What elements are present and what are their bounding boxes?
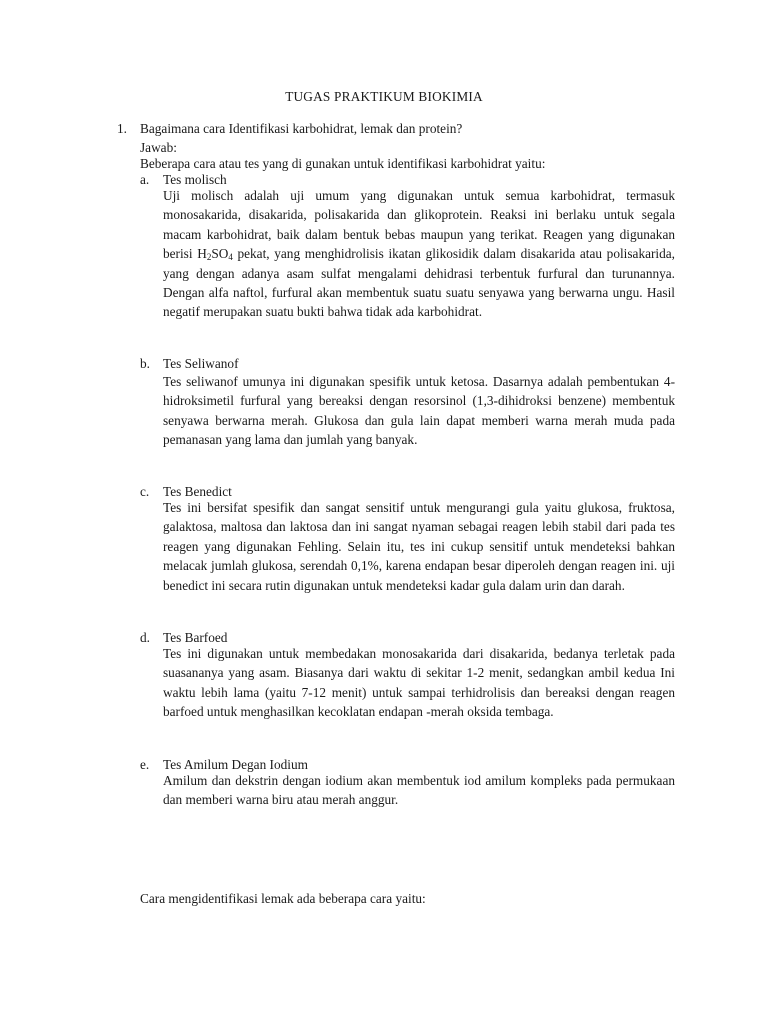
item-e-title: Tes Amilum Degan Iodium — [163, 757, 308, 772]
formula-h-subscript: 2 — [206, 252, 212, 263]
item-a-body — [163, 186, 675, 322]
item-c-title: Tes Benedict — [163, 484, 232, 499]
item-d-letter: d. — [140, 630, 150, 645]
formula-h: H — [197, 246, 207, 262]
item-d-body: Tes ini digunakan untuk membedakan monosakarida dari disakarida, bedanya terletak pada suasananya yang asam. Biasanya dari waktu di sekitar 1-2 menit, sedangkan ambil kedua Ini waktu lebih lama (yaitu 7-12 menit) untuk sampai terhidrolisis dan bereaksi dengan reagen barfoed untuk menghasilkan kecoklatan endapan -merah oksida tembaga. — [163, 646, 675, 720]
answer-intro: Beberapa cara atau tes yang di gunakan untuk identifikasi karbohidrat yaitu: — [140, 156, 546, 171]
item-b-letter: b. — [140, 356, 150, 371]
question-number: 1. — [117, 121, 127, 136]
answer-label: Jawab: — [140, 140, 177, 155]
formula-so: SO — [211, 246, 229, 262]
item-a-title: Tes molisch — [163, 172, 227, 187]
item-c-letter: c. — [140, 484, 150, 499]
item-a-body-part2: pekat, yang menghidrolisis ikatan glikosidik dalam disakarida atau polisakarida, yang dengan adanya asam sulfat mengalami dehidrasi terbentuk furfural dan turunannya. Dengan alfa naftol, furfural akan membentuk suatu suatu senyawa yang berwarna ungu. Hasil negatif merupakan suatu bukti bahwa tidak ada karbohidrat. — [163, 246, 675, 320]
question-text: Bagaimana cara Identifikasi karbohidrat, lemak dan protein? — [140, 121, 463, 136]
formula-so-subscript: 4 — [228, 252, 233, 263]
item-e-letter: e. — [140, 757, 150, 772]
item-d-title: Tes Barfoed — [163, 630, 228, 645]
item-b-title: Tes Seliwanof — [163, 356, 239, 371]
item-b-body: Tes seliwanof umunya ini digunakan spesifik untuk ketosa. Dasarnya adalah pembentukan 4-hidroksimetil furfural yang bereaksi dengan resorsinol (1,3-dihidroksi benzene) membentuk senyawa berwarna merah. Glukosa dan gula lain dapat memberi warna merah muda pada pemanasan yang lama dan jumlah yang banyak. — [163, 374, 675, 448]
item-e-body: Amilum dan dekstrin dengan iodium akan membentuk iod amilum kompleks pada permukaan dan memberi warna biru atau merah anggur. — [163, 773, 675, 808]
document-title: TUGAS PRAKTIKUM BIOKIMIA — [285, 89, 483, 104]
sulfuric-acid-formula — [197, 246, 233, 261]
item-c-body: Tes ini bersifat spesifik dan sangat sensitif untuk mengurangi gula yaitu glukosa, fruktosa, galaktosa, maltosa dan laktosa dan ini sangat nyaman sebagai reagen lebih stabil dari pada tes reagen yang digunakan Fehling. Selain itu, tes ini cukup sensitif untuk mendeteksi bahkan melacak jumlah glukosa, serendah 0,1%, karena endapan besar diperoleh dengan reagen ini. uji benedict ini secara rutin digunakan untuk mendeteksi kadar gula dalam urin dan darah. — [163, 500, 675, 593]
item-a-letter: a. — [140, 172, 150, 187]
lemak-intro-line: Cara mengidentifikasi lemak ada beberapa cara yaitu: — [140, 891, 426, 906]
item-a-body-part1: Uji molisch adalah uji umum yang digunakan untuk semua karbohidrat, termasuk monosakarida, disakarida, polisakarida dan glikoprotein. Reaksi ini berlaku untuk segala macam karbohidrat, baik dalam bentuk bebas maupun yang terikat. Reagen yang digunakan berisi — [163, 188, 675, 262]
